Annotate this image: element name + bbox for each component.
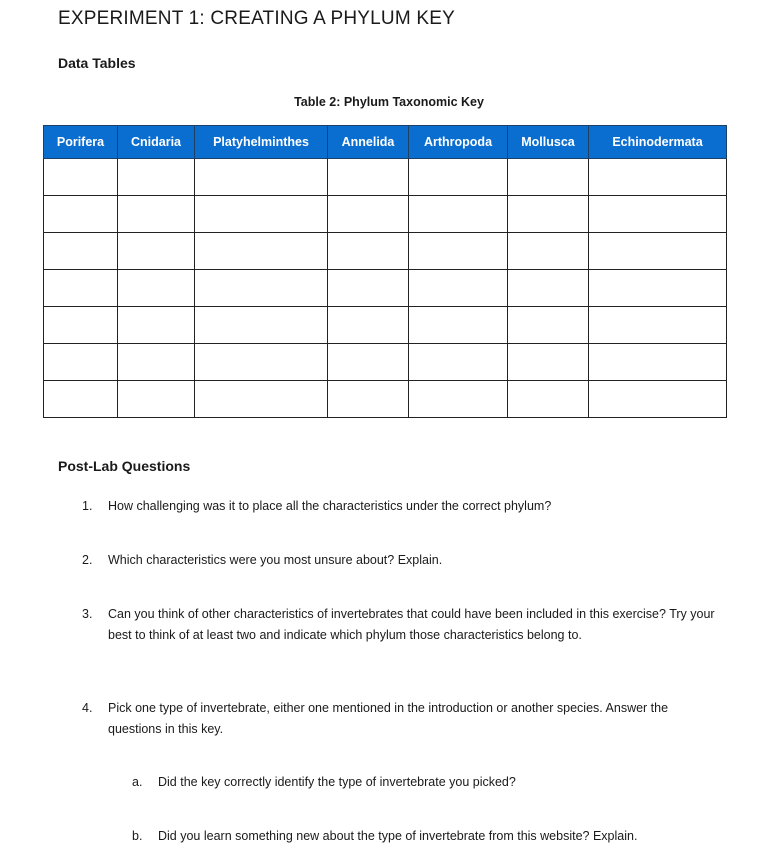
question-number: 2. bbox=[82, 553, 93, 567]
header-cnidaria: Cnidaria bbox=[118, 126, 195, 159]
table-cell[interactable] bbox=[328, 270, 409, 307]
table-cell[interactable] bbox=[118, 307, 195, 344]
table-cell[interactable] bbox=[195, 381, 328, 418]
header-annelida: Annelida bbox=[328, 126, 409, 159]
post-lab-heading: Post-Lab Questions bbox=[58, 458, 191, 474]
table-cell[interactable] bbox=[118, 344, 195, 381]
question-2 bbox=[82, 550, 722, 571]
table-row bbox=[44, 233, 727, 270]
header-mollusca: Mollusca bbox=[508, 126, 589, 159]
table-cell[interactable] bbox=[508, 381, 589, 418]
question-1 bbox=[82, 496, 722, 517]
table-caption: Table 2: Phylum Taxonomic Key bbox=[294, 95, 484, 109]
table-row bbox=[44, 344, 727, 381]
table-cell[interactable] bbox=[589, 307, 727, 344]
table-cell[interactable] bbox=[44, 381, 118, 418]
table-row bbox=[44, 307, 727, 344]
table-cell[interactable] bbox=[409, 381, 508, 418]
page-title: EXPERIMENT 1: CREATING A PHYLUM KEY bbox=[58, 8, 455, 29]
sub-question-a bbox=[132, 772, 722, 793]
sub-question-letter: a. bbox=[132, 775, 143, 789]
table-cell[interactable] bbox=[508, 233, 589, 270]
data-tables-heading: Data Tables bbox=[58, 55, 136, 71]
table-row bbox=[44, 270, 727, 307]
table-row bbox=[44, 196, 727, 233]
table-cell[interactable] bbox=[195, 233, 328, 270]
table-cell[interactable] bbox=[409, 344, 508, 381]
table-cell[interactable] bbox=[589, 344, 727, 381]
table-cell[interactable] bbox=[409, 159, 508, 196]
header-arthropoda: Arthropoda bbox=[409, 126, 508, 159]
table-header-row bbox=[44, 126, 727, 159]
sub-question-letter: b. bbox=[132, 829, 143, 843]
table-cell[interactable] bbox=[409, 270, 508, 307]
table-cell[interactable] bbox=[44, 307, 118, 344]
table-cell[interactable] bbox=[44, 159, 118, 196]
table-cell[interactable] bbox=[118, 381, 195, 418]
table-cell[interactable] bbox=[195, 159, 328, 196]
table-cell[interactable] bbox=[409, 307, 508, 344]
table-cell[interactable] bbox=[328, 233, 409, 270]
table-cell[interactable] bbox=[44, 344, 118, 381]
table-cell[interactable] bbox=[328, 381, 409, 418]
table-cell[interactable] bbox=[44, 196, 118, 233]
question-4 bbox=[82, 698, 722, 740]
table-cell[interactable] bbox=[589, 159, 727, 196]
question-3 bbox=[82, 604, 722, 646]
table-cell[interactable] bbox=[409, 233, 508, 270]
phylum-key-table bbox=[43, 125, 727, 418]
table-body bbox=[44, 159, 727, 418]
question-text: How challenging was it to place all the characteristics under the correct phylum? bbox=[108, 499, 552, 513]
table-cell[interactable] bbox=[589, 196, 727, 233]
table-cell[interactable] bbox=[409, 196, 508, 233]
sub-question-text: Did the key correctly identify the type of invertebrate you picked? bbox=[158, 775, 516, 789]
table-cell[interactable] bbox=[328, 159, 409, 196]
table-cell[interactable] bbox=[328, 344, 409, 381]
table-cell[interactable] bbox=[118, 270, 195, 307]
table-cell[interactable] bbox=[195, 344, 328, 381]
table-cell[interactable] bbox=[118, 233, 195, 270]
table-cell[interactable] bbox=[328, 307, 409, 344]
table-cell[interactable] bbox=[589, 381, 727, 418]
table-cell[interactable] bbox=[328, 196, 409, 233]
table-row bbox=[44, 381, 727, 418]
table-cell[interactable] bbox=[508, 196, 589, 233]
question-number: 4. bbox=[82, 701, 93, 715]
table-cell[interactable] bbox=[44, 270, 118, 307]
header-platyhelminthes: Platyhelminthes bbox=[195, 126, 328, 159]
table-cell[interactable] bbox=[508, 307, 589, 344]
question-number: 3. bbox=[82, 607, 93, 621]
question-text: Can you think of other characteristics of invertebrates that could have been included in this exercise? Try your best to think of at least two and indicate which phylum those characteristics belong to. bbox=[108, 607, 715, 642]
table-cell[interactable] bbox=[118, 159, 195, 196]
table-cell[interactable] bbox=[195, 307, 328, 344]
table-cell[interactable] bbox=[195, 270, 328, 307]
header-echinodermata: Echinodermata bbox=[589, 126, 727, 159]
table-cell[interactable] bbox=[508, 270, 589, 307]
question-number: 1. bbox=[82, 499, 93, 513]
table-cell[interactable] bbox=[508, 159, 589, 196]
header-porifera: Porifera bbox=[44, 126, 118, 159]
question-text: Pick one type of invertebrate, either one mentioned in the introduction or another species. Answer the questions in this key. bbox=[108, 701, 669, 736]
table-cell[interactable] bbox=[195, 196, 328, 233]
table-cell[interactable] bbox=[44, 233, 118, 270]
table-cell[interactable] bbox=[118, 196, 195, 233]
sub-question-b bbox=[132, 826, 722, 847]
table-row bbox=[44, 159, 727, 196]
table-cell[interactable] bbox=[589, 270, 727, 307]
table-cell[interactable] bbox=[589, 233, 727, 270]
question-text: Which characteristics were you most unsure about? Explain. bbox=[108, 553, 443, 567]
table-cell[interactable] bbox=[508, 344, 589, 381]
sub-question-text: Did you learn something new about the type of invertebrate from this website? Explain. bbox=[158, 829, 638, 843]
